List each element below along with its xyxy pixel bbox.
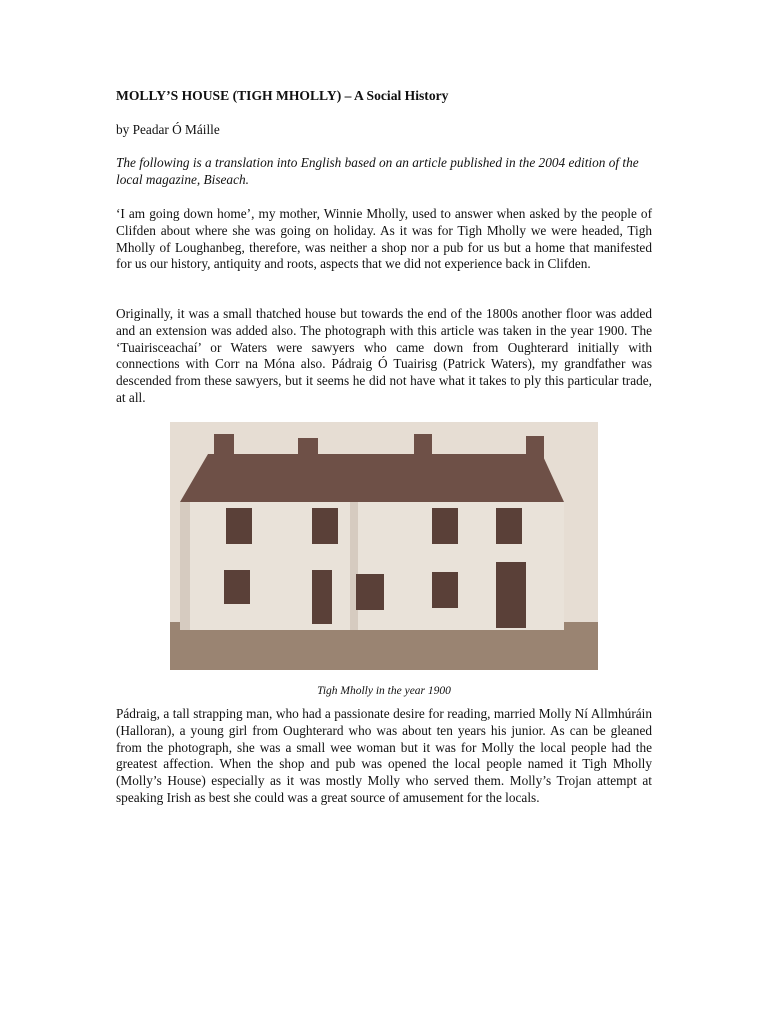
house-wall-shadow xyxy=(350,502,358,630)
window xyxy=(224,570,250,604)
window xyxy=(432,508,458,544)
paragraph-3: Pádraig, a tall strapping man, who had a passionate desire for reading, married Molly Ní Allmhúráin (Halloran), a young girl from Oughterard who was about ten years his junior. As can be gleaned from the photograph, she was a small wee woman but it was for Molly the local people had the greatest affection. When the shop and pub was opened the local people named it Tigh Mholly (Molly’s House) especially as it was mostly Molly who served them. Molly’s Trojan attempt at speaking Irish as best she could was a great source of amusement for the locals. xyxy=(116,706,652,805)
door xyxy=(496,562,526,628)
author-byline: by Peadar Ó Máille xyxy=(116,122,220,137)
intro-note: The following is a translation into English based on an article published in the 2004 edition of the local magazine, Biseach. xyxy=(116,155,639,187)
house-wall-shadow xyxy=(180,502,190,630)
photo-caption: Tigh Mholly in the year 1900 xyxy=(317,684,451,697)
article-title: MOLLY’S HOUSE (TIGH MHOLLY) – A Social History xyxy=(116,88,449,103)
paragraph-1: ‘I am going down home’, my mother, Winnie Mholly, used to answer when asked by the people of Clifden about where she was going on holiday. As it was for Tigh Mholly we were headed, Tigh Mholly of Loughanbeg, therefore, was neither a shop nor a pub for us but a home that manifested for us our history, antiquity and roots, aspects that we did not experience back in Clifden. xyxy=(116,206,652,272)
house-photograph xyxy=(170,422,598,670)
window xyxy=(432,572,458,608)
house-illustration xyxy=(170,422,598,670)
paragraph-2: Originally, it was a small thatched house but towards the end of the 1800s another floor was added and an extension was added also. The photograph with this article was taken in the year 1900. The ‘Tuairisceachaí’ or Waters were sawyers who came down from Oughterard initially with connections with Corr na Móna also. Pádraig Ó Tuairisg (Patrick Waters), my grandfather was descended from these sawyers, but it seems he did not have what it takes to ply this particular trade, at all. xyxy=(116,306,652,405)
house-roof xyxy=(180,454,564,502)
door xyxy=(312,570,332,624)
window xyxy=(496,508,522,544)
window xyxy=(312,508,338,544)
window xyxy=(356,574,384,610)
window xyxy=(226,508,252,544)
